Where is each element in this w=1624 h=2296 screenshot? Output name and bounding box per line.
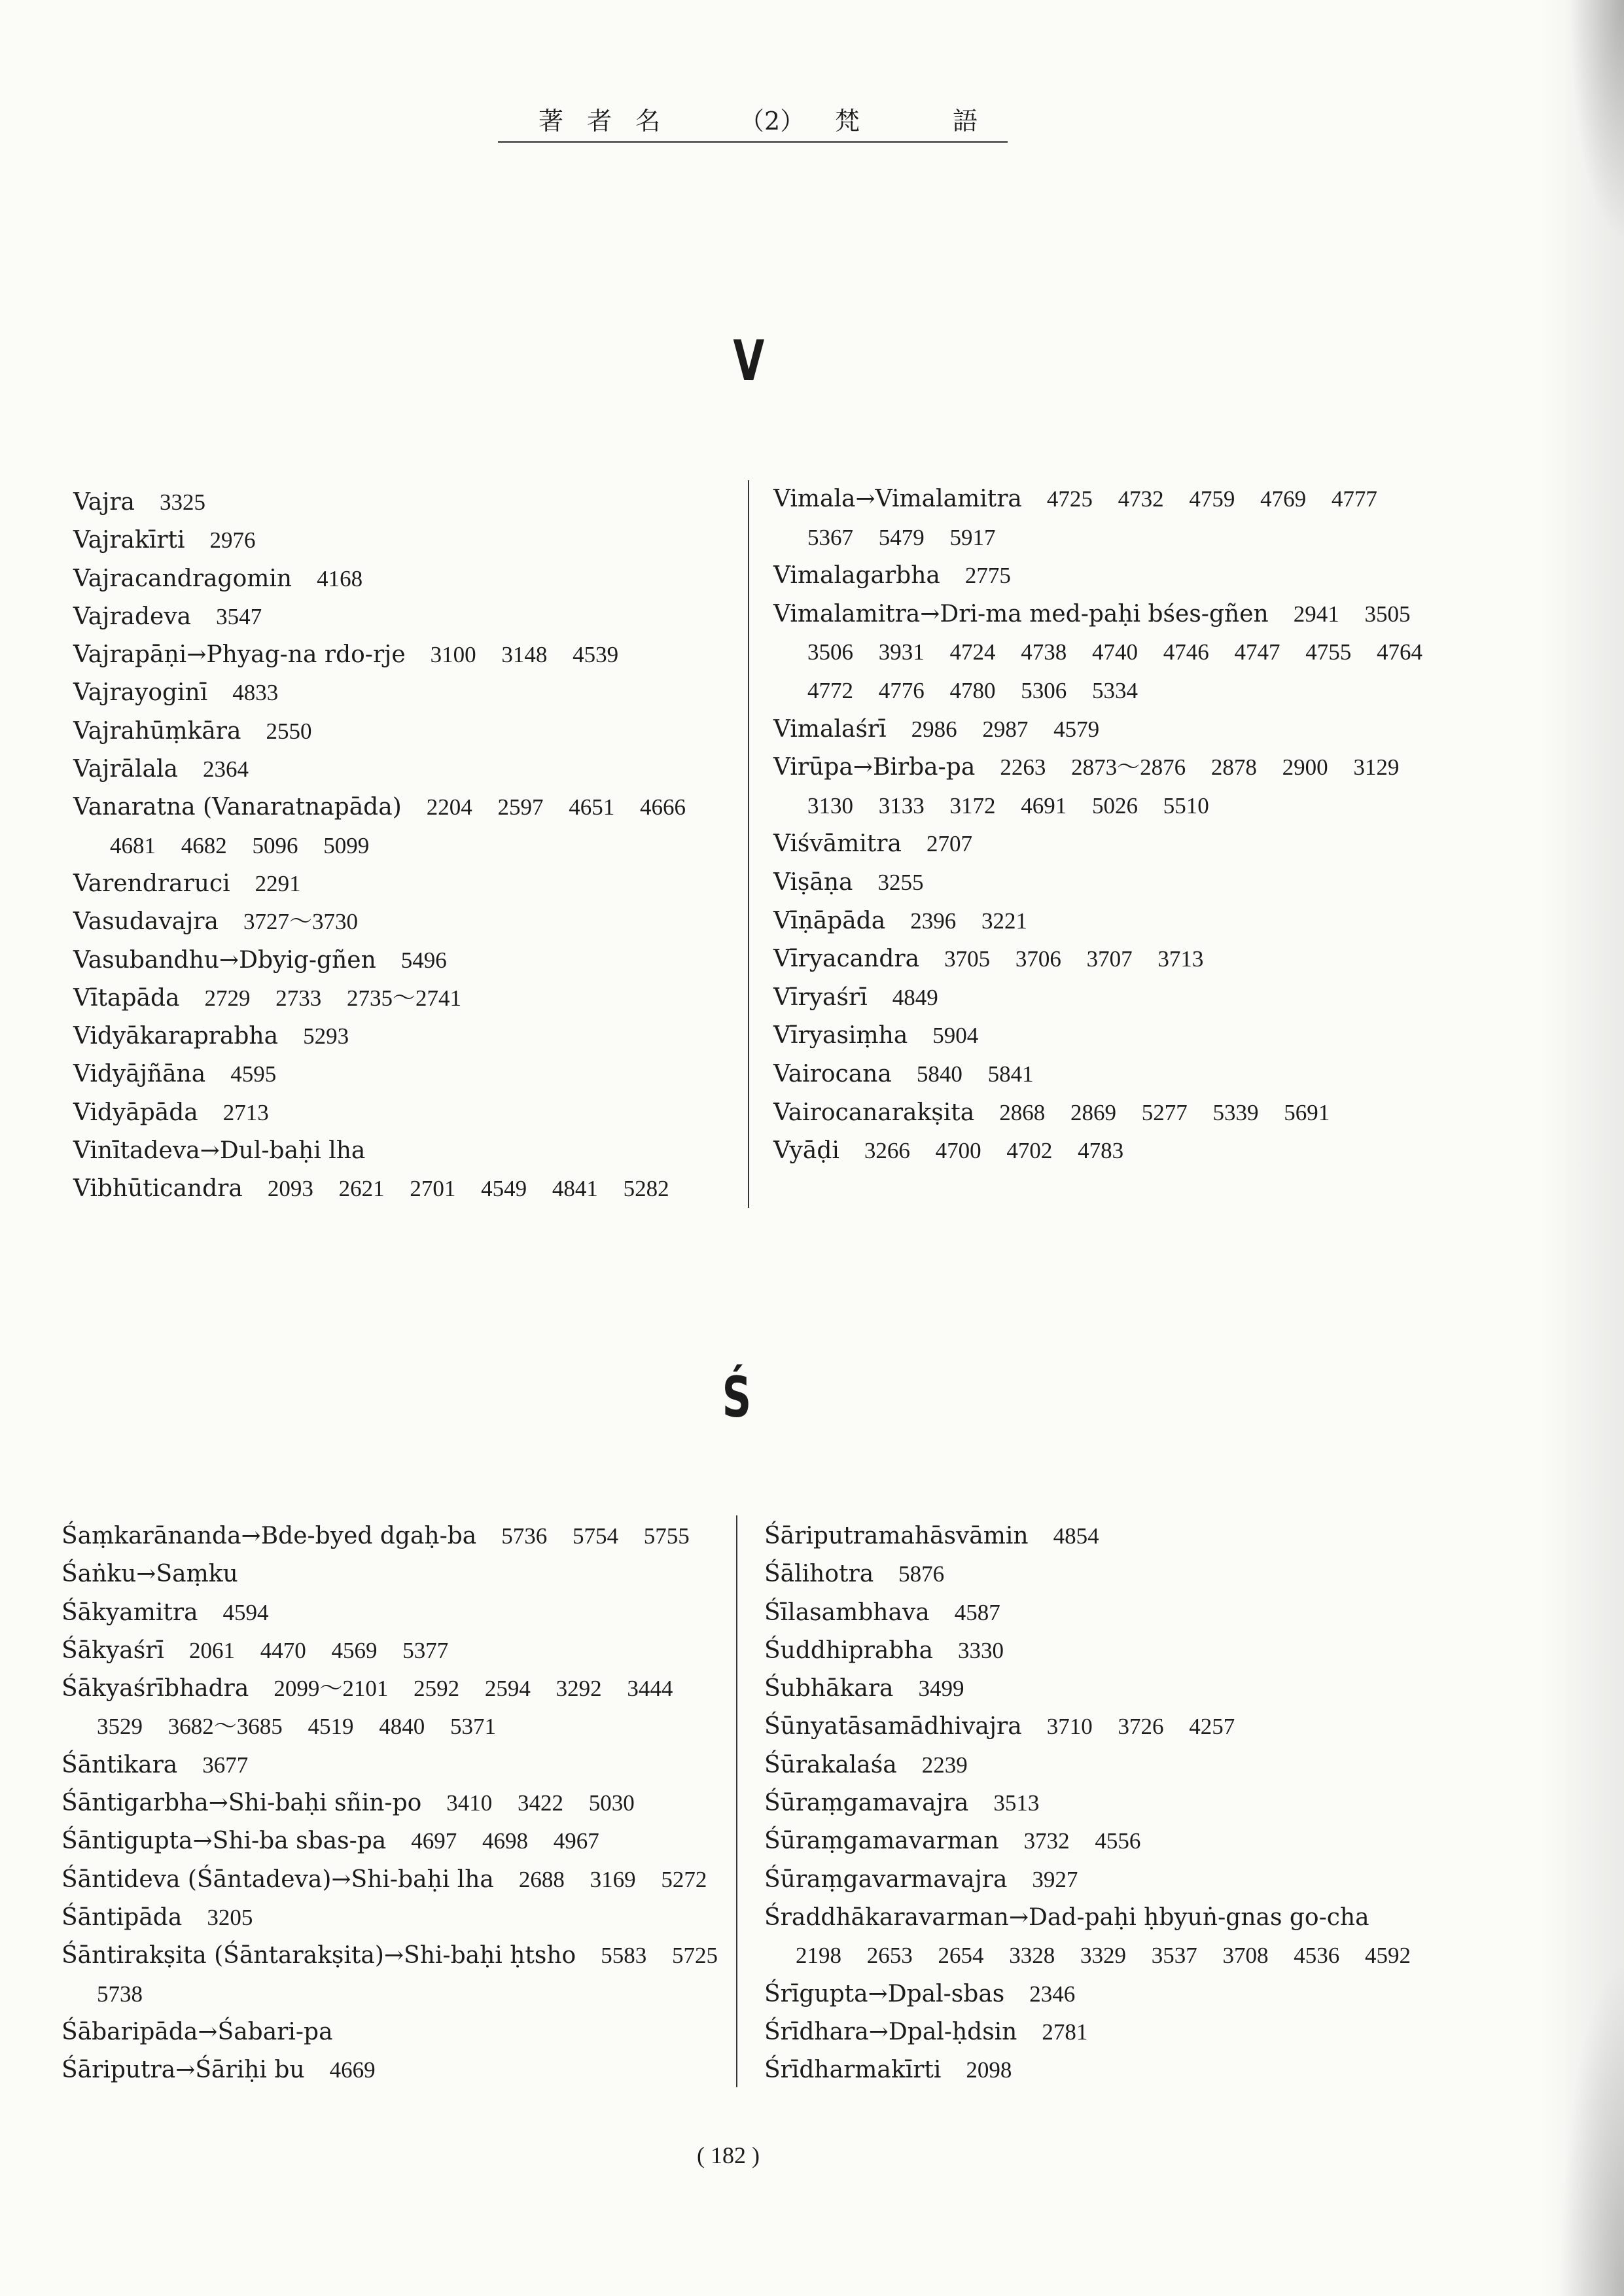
entry-first-line	[73, 636, 686, 674]
entry-page-refs: 4772 4776 4780 5306 5334	[807, 677, 1138, 703]
entry-first-line	[73, 1132, 686, 1170]
section-letter-s	[671, 1365, 802, 1430]
entry-page-refs: 2775	[964, 563, 1011, 589]
index-entry	[773, 940, 1422, 979]
entry-first-line	[62, 1555, 718, 1593]
entry-first-line	[764, 1975, 1411, 2013]
entry-first-line	[773, 1055, 1422, 1094]
entry-headword: Vimalamitra→Dri-ma med-paḥi bśes-gñen	[773, 600, 1269, 627]
entry-first-line	[62, 1594, 718, 1632]
entry-first-line	[73, 560, 686, 598]
entry-headword: Vairocanarakṣita	[773, 1099, 975, 1126]
entry-page-refs: 2941 3505	[1293, 601, 1411, 627]
entry-headword: Śāntipāda	[62, 1903, 183, 1931]
column-divider	[736, 1515, 737, 2087]
index-entry	[62, 1899, 718, 1937]
entry-first-line	[773, 557, 1422, 595]
entry-first-line	[773, 1132, 1422, 1171]
entry-headword: Vibhūticandra	[73, 1175, 243, 1203]
index-entry	[73, 713, 686, 751]
index-entry	[62, 1822, 718, 1860]
entry-page-refs: 4697 4698 4967	[411, 1828, 599, 1854]
entry-page-refs: 3410 3422 5030	[446, 1790, 635, 1816]
entry-page-refs: 3499	[918, 1676, 964, 1702]
index-entry	[773, 979, 1422, 1017]
entry-headword: Śāntideva (Śāntadeva)→Shi-baḥi lha	[62, 1865, 494, 1893]
entry-headword: Śūraṃgavarmavajra	[764, 1865, 1008, 1893]
entry-headword: Śubhākara	[764, 1675, 894, 1703]
entry-continuation-line	[773, 672, 1422, 711]
entry-headword: Vasubandhu→Dbyig-gñen	[73, 946, 376, 974]
entry-first-line	[73, 674, 686, 712]
entry-page-refs: 3205	[207, 1904, 253, 1930]
section-letter-v	[683, 328, 814, 394]
index-entry	[764, 1708, 1411, 1746]
entry-first-line	[773, 711, 1422, 749]
index-entry	[764, 1632, 1411, 1670]
index-entry	[764, 1746, 1411, 1784]
index-entry	[764, 1822, 1411, 1860]
entry-first-line	[773, 749, 1422, 787]
index-entry	[764, 1861, 1411, 1899]
entry-headword: Śābaripāda→Śabari-pa	[62, 2018, 333, 2045]
index-entry	[773, 711, 1422, 749]
entry-page-refs: 2550	[266, 718, 312, 744]
entry-headword: Vajradeva	[73, 603, 192, 630]
index-entry	[73, 674, 686, 712]
entry-first-line	[62, 1517, 718, 1555]
entry-page-refs: 2707	[926, 831, 972, 857]
index-entry	[773, 1017, 1422, 1055]
entry-headword: Śāntigarbha→Shi-baḥi sñin-po	[62, 1790, 422, 1817]
index-entry	[73, 1170, 686, 1208]
index-entry	[764, 1517, 1411, 1555]
entry-first-line	[62, 1937, 718, 1975]
entry-headword: Vimalaśrī	[773, 715, 887, 743]
index-entry	[764, 1555, 1411, 1593]
index-entry	[773, 825, 1422, 864]
entry-continuation-line	[764, 1937, 1411, 1975]
entry-first-line	[764, 1594, 1411, 1632]
entry-page-refs: 3705 3706 3707 3713	[944, 946, 1204, 972]
entry-page-refs: 4725 4732 4759 4769 4777	[1046, 486, 1377, 512]
entry-first-line	[764, 1670, 1411, 1708]
entry-first-line	[764, 1555, 1411, 1593]
entry-first-line	[764, 2013, 1411, 2051]
entry-continuation-line	[773, 633, 1422, 672]
entry-first-line	[764, 1822, 1411, 1860]
entry-headword: Śāriputra→Śāriḥi bu	[62, 2057, 305, 2084]
entry-page-refs: 2239	[921, 1752, 968, 1778]
index-entry	[764, 2051, 1411, 2089]
entry-page-refs: 5904	[932, 1023, 979, 1049]
entry-page-refs: 3513	[993, 1790, 1040, 1816]
entry-headword: Śākyaśrī	[62, 1636, 164, 1664]
index-entry	[73, 1055, 686, 1093]
entry-first-line	[73, 788, 686, 826]
index-entry	[73, 788, 686, 865]
entry-page-refs: 3330	[958, 1637, 1004, 1663]
entry-headword: Śūraṃgamavarman	[764, 1828, 999, 1855]
entry-headword: Śraddhākaravarman→Dad-paḥi ḥbyuṅ-gnas go-cha	[764, 1903, 1369, 1931]
index-entry	[73, 903, 686, 941]
entry-headword: Vajra	[73, 489, 135, 516]
entry-first-line	[773, 595, 1422, 634]
entry-page-refs: 5496	[400, 947, 447, 973]
entry-page-refs: 2868 2869 5277 5339 5691	[999, 1099, 1330, 1125]
entry-first-line	[62, 1822, 718, 1860]
entry-headword: Vimalagarbha	[773, 562, 940, 590]
entry-continuation-line	[62, 1708, 718, 1746]
index-entry	[773, 557, 1422, 595]
entry-first-line	[764, 2051, 1411, 2089]
index-entry	[73, 560, 686, 598]
entry-first-line	[764, 1746, 1411, 1784]
entry-first-line	[62, 1899, 718, 1937]
entry-first-line	[773, 940, 1422, 979]
entry-first-line	[764, 1899, 1411, 1937]
entry-page-refs: 2198 2653 2654 3328 3329 3537 3708 4536 4592	[796, 1943, 1411, 1969]
entry-first-line	[73, 1094, 686, 1132]
index-entry	[764, 1899, 1411, 1975]
entry-page-refs: 2976	[209, 527, 256, 554]
entry-headword: Viṣāṇa	[773, 868, 853, 896]
index-entry	[62, 1632, 718, 1670]
entry-headword: Vajrālala	[73, 756, 178, 783]
index-entry	[62, 1937, 718, 2013]
entry-headword: Śuddhiprabha	[764, 1636, 934, 1664]
index-entry	[62, 1746, 718, 1784]
entry-page-refs: 3130 3133 3172 4691 5026 5510	[807, 792, 1209, 819]
entry-page-refs: 2729 2733 2735～2741	[204, 985, 461, 1011]
index-entry	[773, 902, 1422, 941]
entry-first-line	[73, 903, 686, 941]
index-entry	[73, 1094, 686, 1132]
entry-page-refs: 2713	[222, 1099, 269, 1125]
entry-continuation-line	[773, 787, 1422, 826]
entry-page-refs: 2688 3169 5272	[518, 1866, 707, 1892]
entry-headword: Vyāḍi	[773, 1137, 839, 1165]
entry-first-line	[62, 1861, 718, 1899]
entry-first-line	[73, 751, 686, 788]
scan-edge-shading	[1539, 0, 1624, 2296]
entry-page-refs: 5876	[898, 1561, 945, 1587]
entry-first-line	[62, 2051, 718, 2089]
entry-headword: Vairocana	[773, 1060, 892, 1087]
entry-page-refs: 3100 3148 4539	[430, 642, 619, 668]
entry-page-refs: 3727～3730	[243, 909, 358, 935]
index-entry	[764, 1975, 1411, 2013]
entry-continuation-line	[73, 827, 686, 865]
entry-page-refs: 2204 2597 4651 4666	[426, 794, 686, 821]
entry-page-refs: 4594	[222, 1599, 269, 1625]
entry-first-line	[73, 521, 686, 559]
entry-page-refs: 5293	[303, 1023, 349, 1050]
entry-first-line	[764, 1708, 1411, 1746]
entry-headword: Vajracandragomin	[73, 565, 292, 592]
entry-headword: Śūraṃgamavajra	[764, 1790, 969, 1817]
index-entry	[73, 521, 686, 559]
entry-headword: Śrīdhara→Dpal-ḥdsin	[764, 2018, 1017, 2045]
entry-headword: Vajrayoginī	[73, 679, 208, 707]
entry-page-refs: 4681 4682 5096 5099	[110, 832, 370, 858]
index-entry	[62, 1594, 718, 1632]
entry-page-refs: 5738	[97, 1981, 143, 2007]
section-letter-text: V	[733, 328, 764, 394]
s-right-column	[764, 1517, 1411, 2089]
entry-headword: Śīlasambhava	[764, 1598, 930, 1626]
entry-first-line	[62, 1746, 718, 1784]
index-entry	[73, 865, 686, 903]
entry-page-refs: 2781	[1042, 2019, 1088, 2045]
entry-first-line	[773, 1094, 1422, 1133]
entry-page-refs: 4168	[317, 565, 363, 592]
index-entry	[764, 1594, 1411, 1632]
index-entry	[73, 942, 686, 980]
entry-page-refs: 2099～2101 2592 2594 3292 3444	[274, 1676, 673, 1702]
entry-headword: Śākyamitra	[62, 1598, 198, 1626]
entry-headword: Śāriputramahāsvāmin	[764, 1523, 1029, 1549]
entry-page-refs: 2263 2873～2876 2878 2900 3129	[1000, 754, 1400, 781]
index-entry	[764, 1784, 1411, 1822]
entry-headword: Vidyāpāda	[73, 1099, 198, 1126]
index-entry	[62, 2013, 718, 2051]
entry-first-line	[764, 1632, 1411, 1670]
entry-headword: Śrīdharmakīrti	[764, 2057, 942, 2084]
entry-first-line	[73, 598, 686, 636]
entry-headword: Vīryacandra	[773, 945, 920, 973]
entry-first-line	[764, 1784, 1411, 1822]
index-entry	[62, 1517, 718, 1555]
index-entry	[773, 1132, 1422, 1171]
entry-first-line	[73, 942, 686, 980]
entry-page-refs: 3710 3726 4257	[1046, 1714, 1235, 1740]
index-entry	[62, 1670, 718, 1746]
entry-headword: Śaṅku→Saṃku	[62, 1561, 238, 1588]
entry-page-refs: 3529 3682～3685 4519 4840 5371	[97, 1714, 497, 1740]
entry-headword: Śāntirakṣita (Śāntarakṣita)→Shi-baḥi ḥtsho	[62, 1942, 576, 1969]
entry-headword: Vītapāda	[73, 984, 180, 1012]
entry-first-line	[73, 1017, 686, 1055]
entry-headword: Vimala→Vimalamitra	[773, 486, 1022, 512]
entry-page-refs: 4587	[954, 1599, 1000, 1625]
index-entry	[773, 480, 1422, 557]
index-entry	[62, 2051, 718, 2089]
entry-first-line	[73, 980, 686, 1017]
entry-headword: Śrīgupta→Dpal-sbas	[764, 1980, 1005, 2007]
entry-first-line	[73, 865, 686, 903]
entry-page-refs: 5583 5725	[601, 1943, 718, 1969]
entry-headword: Śāntikara	[62, 1751, 178, 1778]
entry-headword: Śākyaśrībhadra	[62, 1675, 249, 1703]
entry-headword: Vasudavajra	[73, 908, 219, 936]
index-entry	[62, 1784, 718, 1822]
index-entry	[764, 1670, 1411, 1708]
index-entry	[764, 2013, 1411, 2051]
entry-headword: Varendraruci	[73, 870, 230, 897]
index-entry	[73, 598, 686, 636]
index-entry	[773, 749, 1422, 825]
entry-first-line	[62, 1670, 718, 1708]
entry-headword: Vajrahūṃkāra	[73, 717, 241, 745]
entry-page-refs: 2098	[966, 2057, 1012, 2083]
entry-page-refs: 2291	[255, 870, 301, 896]
entry-headword: Śūrakalaśa	[764, 1751, 897, 1778]
entry-headword: Viśvāmitra	[773, 830, 902, 858]
index-entry	[773, 1094, 1422, 1133]
running-header	[498, 105, 1008, 143]
entry-first-line	[773, 1017, 1422, 1055]
entry-headword: Vidyākaraprabha	[73, 1023, 279, 1050]
s-left-column	[62, 1517, 718, 2089]
entry-page-refs: 3732 4556	[1023, 1828, 1141, 1854]
entry-page-refs: 2061 4470 4569 5377	[188, 1637, 449, 1663]
entry-page-refs: 4595	[230, 1061, 277, 1087]
entry-page-refs: 3266 4700 4702 4783	[864, 1138, 1124, 1164]
entry-page-refs: 4833	[232, 680, 279, 706]
index-entry	[62, 1555, 718, 1593]
index-entry	[73, 980, 686, 1017]
entry-page-refs: 3325	[160, 489, 205, 515]
index-entry	[773, 864, 1422, 902]
entry-headword: Vīryasiṃha	[773, 1022, 908, 1050]
entry-first-line	[773, 480, 1422, 519]
entry-first-line	[773, 902, 1422, 941]
entry-page-refs: 3927	[1032, 1866, 1078, 1892]
entry-headword: Vajrakīrti	[73, 527, 185, 554]
index-entry	[73, 1017, 686, 1055]
entry-headword: Virūpa→Birba-pa	[773, 754, 976, 781]
entry-page-refs: 4669	[329, 2057, 376, 2083]
entry-headword: Vīṇāpāda	[773, 907, 886, 934]
header-section-number: （2）	[739, 107, 805, 135]
entry-page-refs: 4849	[892, 984, 938, 1010]
entry-first-line	[764, 1861, 1411, 1899]
entry-headword: Vinītadeva→Dul-baḥi lha	[73, 1137, 366, 1165]
entry-headword: Vajrapāṇi→Phyag-na rdo-rje	[73, 641, 406, 669]
entry-first-line	[62, 1632, 718, 1670]
entry-page-refs: 4854	[1053, 1523, 1099, 1549]
entry-first-line	[62, 1784, 718, 1822]
page-number: ( 182 )	[697, 2142, 760, 2168]
index-entry	[73, 1132, 686, 1170]
section-letter-text: Ś	[722, 1365, 752, 1430]
entry-page-refs: 3255	[877, 869, 924, 895]
header-title: 著 者 名	[538, 107, 669, 135]
entry-headword: Vanaratna (Vanaratnapāda)	[73, 794, 402, 821]
entry-headword: Śālihotra	[764, 1561, 874, 1588]
entry-headword: Śūnyatāsamādhivajra	[764, 1713, 1022, 1740]
entry-page-refs: 3506 3931 4724 4738 4740 4746 4747 4755 4764	[807, 639, 1422, 665]
entry-first-line	[764, 1517, 1411, 1555]
index-entry	[62, 1861, 718, 1899]
entry-page-refs: 5367 5479 5917	[807, 524, 996, 550]
entry-first-line	[73, 1055, 686, 1093]
v-right-column	[773, 480, 1422, 1171]
entry-first-line	[73, 1170, 686, 1208]
entry-first-line	[773, 864, 1422, 902]
index-entry	[73, 751, 686, 788]
index-entry	[73, 636, 686, 674]
entry-page-refs: 5840 5841	[916, 1061, 1034, 1087]
entry-continuation-line	[62, 1975, 718, 2013]
entry-page-refs: 2364	[202, 756, 249, 783]
index-entry	[773, 595, 1422, 711]
entry-first-line	[73, 713, 686, 751]
entry-headword: Śaṃkarānanda→Bde-byed dgaḥ-ba	[62, 1523, 477, 1549]
index-entry	[773, 1055, 1422, 1094]
entry-first-line	[62, 2013, 718, 2051]
entry-headword: Vīryaśrī	[773, 983, 868, 1011]
entry-page-refs: 2093 2621 2701 4549 4841 5282	[267, 1176, 669, 1202]
entry-page-refs: 2986 2987 4579	[911, 716, 1100, 742]
entry-page-refs: 3547	[216, 603, 262, 629]
entry-first-line	[73, 484, 686, 521]
entry-page-refs: 2346	[1029, 1981, 1076, 2007]
column-divider	[748, 480, 749, 1208]
entry-headword: Śāntigupta→Shi-ba sbas-pa	[62, 1828, 387, 1855]
entry-page-refs: 3677	[202, 1752, 249, 1778]
index-entry	[73, 484, 686, 521]
entry-continuation-line	[773, 519, 1422, 557]
entry-headword: Vidyājñāna	[73, 1061, 206, 1088]
entry-page-refs: 5736 5754 5755	[501, 1523, 690, 1549]
header-subject: 梵 語	[835, 107, 978, 135]
entry-first-line	[773, 979, 1422, 1017]
v-left-column	[73, 484, 686, 1209]
entry-page-refs: 2396 3221	[910, 908, 1027, 934]
entry-first-line	[773, 825, 1422, 864]
